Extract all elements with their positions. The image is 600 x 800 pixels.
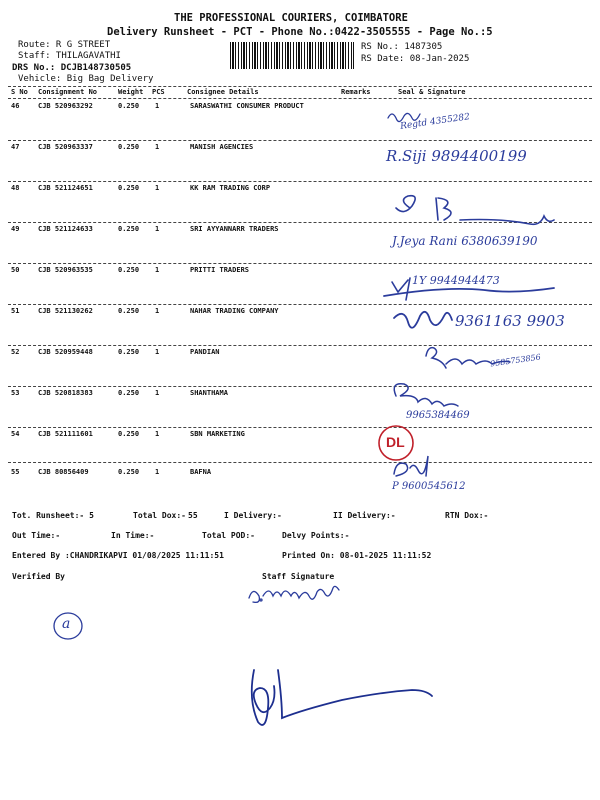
handwriting-row-55: P 9600545612	[392, 481, 466, 492]
row-weight: 0.250	[118, 143, 140, 151]
row-weight: 0.250	[118, 389, 140, 397]
row-sno: 48	[11, 184, 20, 192]
drs-number: DRS No.: DCJB148730505	[12, 63, 132, 73]
runsheet-subtitle: Delivery Runsheet - PCT - Phone No.:0422-3505555 - Page No.:5	[107, 26, 493, 38]
rs-date: RS Date: 08-Jan-2025	[361, 54, 470, 64]
row-consignee: MANISH AGENCIES	[190, 143, 254, 151]
staff-signature-label: Staff Signature	[262, 572, 335, 581]
handwriting-row-49: J.Jeya Rani 6380639190	[392, 234, 538, 248]
large-signature	[240, 660, 440, 730]
row-sno: 46	[11, 102, 20, 110]
table-row	[0, 263, 600, 304]
row-pcs: 1	[155, 184, 160, 192]
row-consignee: SHANTHAMA	[190, 389, 228, 397]
row-consignee: KK RAM TRADING CORP	[190, 184, 271, 192]
row-sno: 49	[11, 225, 20, 233]
handwriting-row-52: 9585753856	[489, 352, 542, 369]
row-sno: 47	[11, 143, 20, 151]
barcode-image	[230, 42, 354, 69]
row-consignment: CJB 520818383	[38, 389, 93, 397]
row-consignee: BAFNA	[190, 468, 212, 476]
in-time: In Time:-	[111, 531, 155, 540]
total-dox-label: Total Dox:-	[133, 511, 186, 520]
row-weight: 0.250	[118, 102, 140, 110]
rtn-dox: RTN Dox:-	[445, 511, 489, 520]
row-weight: 0.250	[118, 307, 140, 315]
handwriting-row-50: 1Y 9944944473	[412, 274, 500, 287]
row-consignee: PRITTI TRADERS	[190, 266, 250, 274]
row-consignment: CJB 521111601	[38, 430, 93, 438]
row-consignment: CJB 520963292	[38, 102, 93, 110]
row-consignee: SBN MARKETING	[190, 430, 245, 438]
staff-label: Staff: THILAGAVATHI	[18, 51, 121, 61]
circled-mark-letter: a	[62, 616, 71, 632]
row-pcs: 1	[155, 225, 160, 233]
row-consignee: NAHAR TRADING COMPANY	[190, 307, 279, 315]
row-divider	[8, 462, 592, 463]
col-weight: Weight	[118, 88, 144, 96]
total-pod: Total POD:-	[202, 531, 255, 540]
col-remarks: Remarks	[341, 88, 371, 96]
row-sno: 55	[11, 468, 20, 476]
row-pcs: 1	[155, 307, 160, 315]
table-row	[0, 386, 600, 427]
handwriting-row-53: 9965384469	[406, 410, 470, 421]
vehicle-label: Vehicle: Big Bag Delivery	[18, 74, 154, 84]
row-consignee: SRI AYYANNARR TRADERS	[190, 225, 279, 233]
col-consignee: Consignee Details	[187, 88, 259, 96]
row-pcs: 1	[155, 389, 160, 397]
col-pcs: PCS	[152, 88, 165, 96]
row-consignee: PANDIAN	[190, 348, 220, 356]
delvy-points: Delvy Points:-	[282, 531, 350, 540]
row-consignment: CJB 521124633	[38, 225, 93, 233]
row-weight: 0.250	[118, 184, 140, 192]
row-consignment: CJB 521124651	[38, 184, 93, 192]
col-consignment: Consignment No	[38, 88, 98, 96]
row-sno: 52	[11, 348, 20, 356]
row-pcs: 1	[155, 102, 160, 110]
out-time: Out Time:-	[12, 531, 61, 540]
row-weight: 0.250	[118, 348, 140, 356]
rs-number: RS No.: 1487305	[361, 42, 443, 52]
table-row	[0, 181, 600, 222]
row-consignment: CJB 520959448	[38, 348, 93, 356]
route-label: Route: R G STREET	[18, 40, 111, 50]
row-consignment: CJB 521130262	[38, 307, 93, 315]
row-weight: 0.250	[118, 430, 140, 438]
row-consignee: SARASWATHI CONSUMER PRODUCT	[190, 102, 304, 110]
printed-on: Printed On: 08-01-2025 11:11:52	[282, 551, 432, 560]
row-pcs: 1	[155, 143, 160, 151]
table-row	[0, 99, 600, 140]
row-sno: 50	[11, 266, 20, 274]
i-delivery: I Delivery:-	[224, 511, 282, 520]
row-weight: 0.250	[118, 225, 140, 233]
ii-delivery: II Delivery:-	[333, 511, 396, 520]
tot-runsheet: Tot. Runsheet:- 5	[12, 511, 94, 520]
verified-by: Verified By	[12, 572, 65, 581]
row-pcs: 1	[155, 348, 160, 356]
col-signature: Seal & Signature	[398, 88, 466, 96]
header-rule-top	[8, 86, 592, 87]
row-consignment: CJB 80856409	[38, 468, 89, 476]
row-pcs: 1	[155, 266, 160, 274]
row-pcs: 1	[155, 430, 160, 438]
row-weight: 0.250	[118, 468, 140, 476]
handwriting-row-47: R.Siji 9894400199	[386, 147, 527, 165]
handwriting-row-51: 9361163 9903	[455, 312, 565, 330]
row-consignment: CJB 520963337	[38, 143, 93, 151]
col-sno: S No	[11, 88, 28, 96]
total-dox-value: 55	[188, 511, 198, 520]
row-weight: 0.250	[118, 266, 140, 274]
dl-stamp-text: DL	[386, 434, 405, 450]
row-sno: 54	[11, 430, 20, 438]
row-sno: 53	[11, 389, 20, 397]
handwriting-row-46: Regtd 4355282	[399, 112, 471, 132]
company-title: THE PROFESSIONAL COURIERS, COIMBATORE	[174, 12, 408, 24]
table-row	[0, 465, 600, 506]
row-pcs: 1	[155, 468, 160, 476]
staff-signature-scribble	[245, 580, 365, 610]
entered-by: Entered By :CHANDRIKAPVI 01/08/2025 11:11:51	[12, 551, 224, 560]
row-sno: 51	[11, 307, 20, 315]
row-consignment: CJB 520963535	[38, 266, 93, 274]
